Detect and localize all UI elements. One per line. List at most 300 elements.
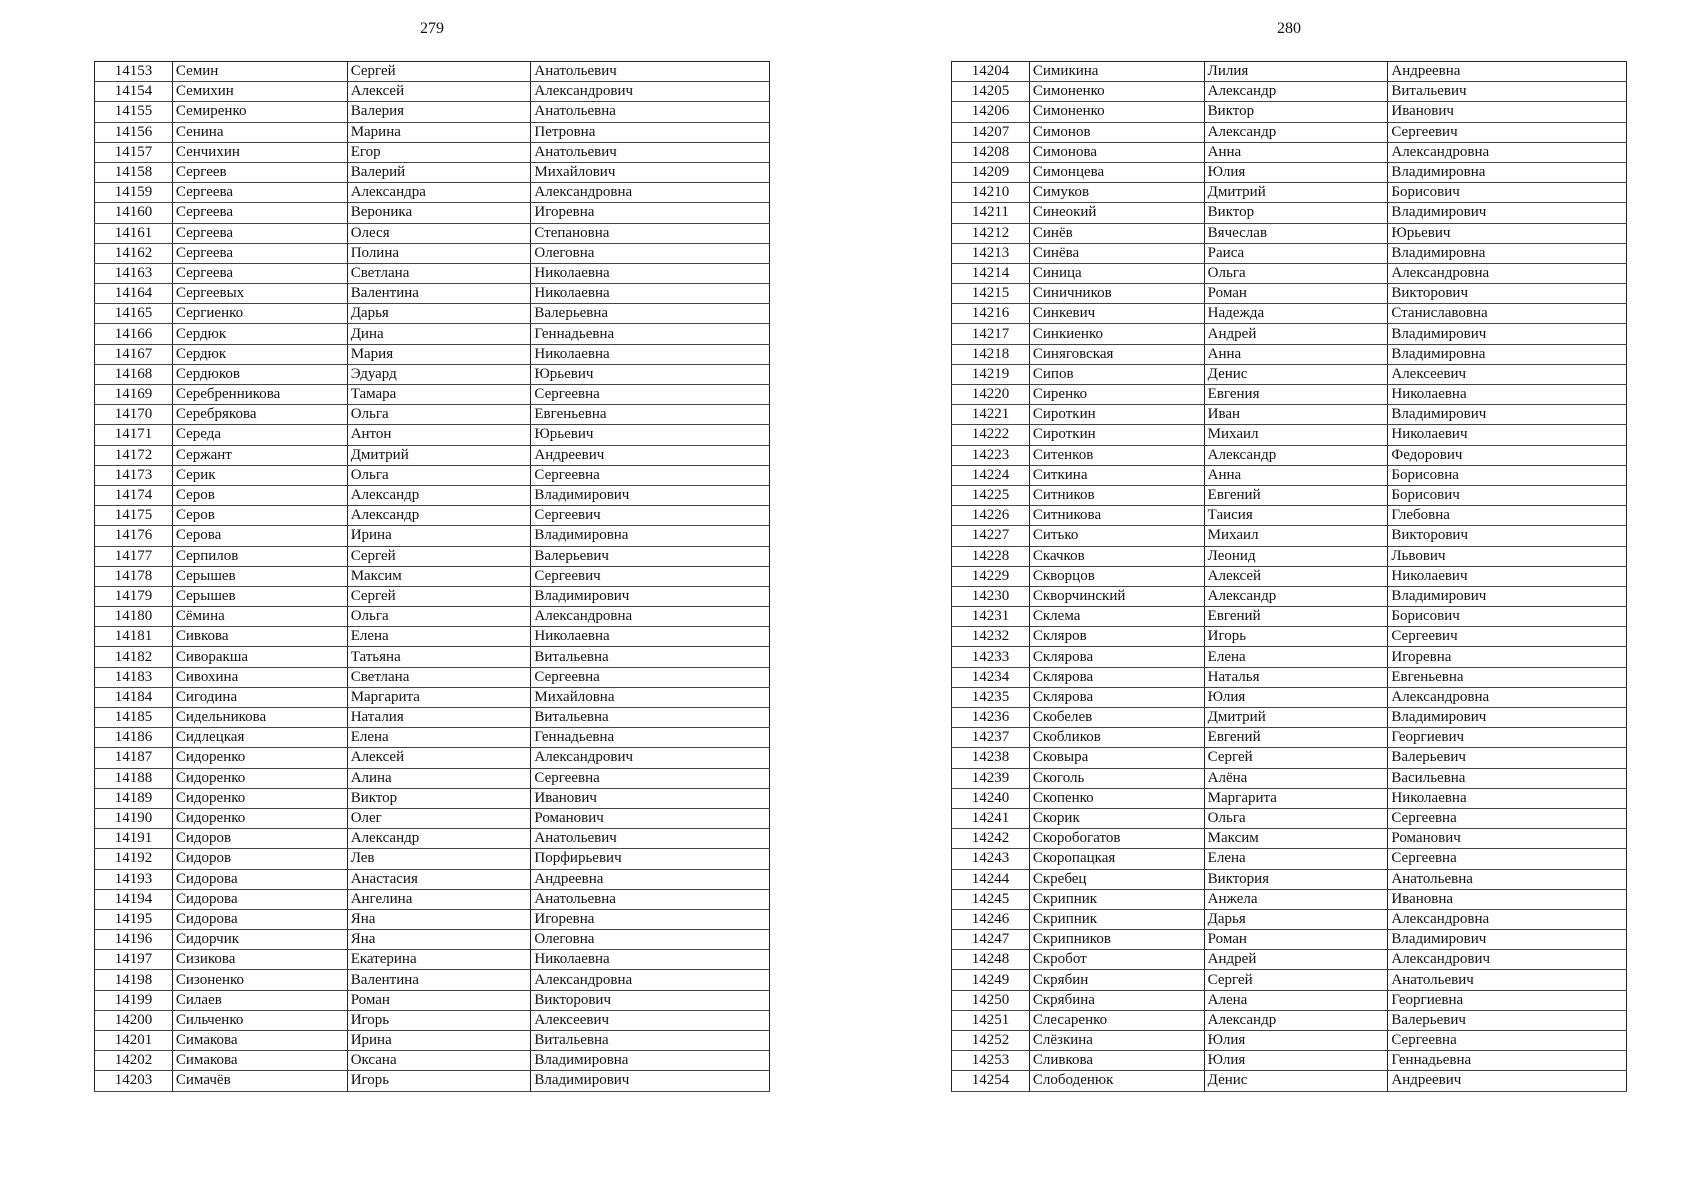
surname-cell: Скобелев — [1029, 708, 1204, 728]
surname-cell: Ситкина — [1029, 465, 1204, 485]
table-row — [952, 869, 1627, 889]
table-row — [952, 304, 1627, 324]
surname-cell: Серышев — [172, 586, 347, 606]
patronymic-cell: Валерьевич — [1388, 748, 1627, 768]
table-row — [95, 62, 770, 82]
given-name-cell: Дмитрий — [347, 445, 531, 465]
table-row — [95, 203, 770, 223]
row-number-cell: 14205 — [952, 82, 1030, 102]
table-row — [95, 909, 770, 929]
row-number-cell: 14213 — [952, 243, 1030, 263]
surname-cell: Симоненко — [1029, 82, 1204, 102]
given-name-cell: Светлана — [347, 263, 531, 283]
table-row — [952, 546, 1627, 566]
patronymic-cell: Юрьевич — [531, 364, 770, 384]
patronymic-cell: Анатольевич — [531, 829, 770, 849]
row-number-cell: 14174 — [95, 485, 173, 505]
table-row — [95, 183, 770, 203]
surname-cell: Середа — [172, 425, 347, 445]
patronymic-cell: Валерьевич — [531, 546, 770, 566]
row-number-cell: 14230 — [952, 586, 1030, 606]
patronymic-cell: Георгиевна — [1388, 990, 1627, 1010]
patronymic-cell: Сергеевна — [1388, 808, 1627, 828]
table-row — [952, 425, 1627, 445]
table-row — [95, 849, 770, 869]
table-row — [95, 627, 770, 647]
patronymic-cell: Владимирович — [1388, 324, 1627, 344]
patronymic-cell: Владимировна — [1388, 243, 1627, 263]
surname-cell: Сердюк — [172, 344, 347, 364]
patronymic-cell: Витальевна — [531, 708, 770, 728]
surname-cell: Синёв — [1029, 223, 1204, 243]
table-row — [95, 425, 770, 445]
given-name-cell: Елена — [347, 728, 531, 748]
given-name-cell: Александр — [1204, 82, 1388, 102]
row-number-cell: 14160 — [95, 203, 173, 223]
given-name-cell: Таисия — [1204, 506, 1388, 526]
patronymic-cell: Анатольевич — [531, 62, 770, 82]
row-number-cell: 14221 — [952, 405, 1030, 425]
surname-cell: Синеокий — [1029, 203, 1204, 223]
table-row — [95, 162, 770, 182]
table-row — [952, 82, 1627, 102]
table-row — [952, 465, 1627, 485]
given-name-cell: Ольга — [347, 405, 531, 425]
row-number-cell: 14233 — [952, 647, 1030, 667]
row-number-cell: 14254 — [952, 1071, 1030, 1091]
row-number-cell: 14206 — [952, 102, 1030, 122]
table-row — [95, 586, 770, 606]
given-name-cell: Маргарита — [1204, 788, 1388, 808]
given-name-cell: Елена — [347, 627, 531, 647]
surname-cell: Серпилов — [172, 546, 347, 566]
given-name-cell: Анна — [1204, 344, 1388, 364]
given-name-cell: Игорь — [1204, 627, 1388, 647]
table-row — [952, 405, 1627, 425]
patronymic-cell: Николаевна — [531, 284, 770, 304]
given-name-cell: Юлия — [1204, 687, 1388, 707]
given-name-cell: Яна — [347, 909, 531, 929]
row-number-cell: 14189 — [95, 788, 173, 808]
surname-cell: Сидельникова — [172, 708, 347, 728]
given-name-cell: Евгения — [1204, 385, 1388, 405]
table-row — [952, 586, 1627, 606]
table-row — [952, 768, 1627, 788]
surname-cell: Склярова — [1029, 667, 1204, 687]
page-number: 280 — [1277, 20, 1301, 37]
table-row — [952, 627, 1627, 647]
surname-cell: Сидорова — [172, 869, 347, 889]
given-name-cell: Ольга — [347, 607, 531, 627]
given-name-cell: Алексей — [1204, 566, 1388, 586]
surname-cell: Серова — [172, 526, 347, 546]
row-number-cell: 14176 — [95, 526, 173, 546]
surname-cell: Сергеева — [172, 263, 347, 283]
row-number-cell: 14223 — [952, 445, 1030, 465]
row-number-cell: 14194 — [95, 889, 173, 909]
surname-cell: Серов — [172, 506, 347, 526]
patronymic-cell: Николаевич — [1388, 425, 1627, 445]
surname-cell: Симонов — [1029, 122, 1204, 142]
given-name-cell: Лев — [347, 849, 531, 869]
surname-cell: Скробот — [1029, 950, 1204, 970]
table-row — [95, 243, 770, 263]
table-row — [952, 607, 1627, 627]
patronymic-cell: Федорович — [1388, 445, 1627, 465]
table-row — [952, 102, 1627, 122]
row-number-cell: 14219 — [952, 364, 1030, 384]
row-number-cell: 14179 — [95, 586, 173, 606]
row-number-cell: 14195 — [95, 909, 173, 929]
given-name-cell: Михаил — [1204, 526, 1388, 546]
row-number-cell: 14182 — [95, 647, 173, 667]
given-name-cell: Екатерина — [347, 950, 531, 970]
patronymic-cell: Валерьевна — [531, 304, 770, 324]
table-row — [952, 506, 1627, 526]
surname-cell: Сидоренко — [172, 768, 347, 788]
row-number-cell: 14186 — [95, 728, 173, 748]
given-name-cell: Татьяна — [347, 647, 531, 667]
surname-cell: Скачков — [1029, 546, 1204, 566]
row-number-cell: 14203 — [95, 1071, 173, 1091]
patronymic-cell: Анатольевна — [531, 102, 770, 122]
patronymic-cell: Витальевна — [531, 1031, 770, 1051]
given-name-cell: Алена — [1204, 990, 1388, 1010]
table-row — [95, 607, 770, 627]
given-name-cell: Андрей — [1204, 950, 1388, 970]
table-row — [952, 142, 1627, 162]
table-row — [952, 647, 1627, 667]
table-row — [95, 1051, 770, 1071]
patronymic-cell: Сергеевич — [1388, 627, 1627, 647]
table-row — [952, 566, 1627, 586]
surname-cell: Симонцева — [1029, 162, 1204, 182]
surname-cell: Склярова — [1029, 647, 1204, 667]
row-number-cell: 14165 — [95, 304, 173, 324]
row-number-cell: 14199 — [95, 990, 173, 1010]
given-name-cell: Сергей — [347, 586, 531, 606]
row-number-cell: 14226 — [952, 506, 1030, 526]
patronymic-cell: Андреевич — [531, 445, 770, 465]
surname-cell: Ситенков — [1029, 445, 1204, 465]
surname-cell: Сенина — [172, 122, 347, 142]
surname-cell: Скоропацкая — [1029, 849, 1204, 869]
right-page — [951, 0, 1627, 1200]
surname-cell: Сенчихин — [172, 142, 347, 162]
surname-cell: Склярова — [1029, 687, 1204, 707]
surname-cell: Сидлецкая — [172, 728, 347, 748]
surname-cell: Серик — [172, 465, 347, 485]
patronymic-cell: Александрович — [531, 82, 770, 102]
table-row — [952, 990, 1627, 1010]
surname-cell: Сержант — [172, 445, 347, 465]
given-name-cell: Игорь — [347, 1010, 531, 1030]
surname-cell: Скорик — [1029, 808, 1204, 828]
row-number-cell: 14216 — [952, 304, 1030, 324]
patronymic-cell: Олеговна — [531, 243, 770, 263]
table-row — [95, 405, 770, 425]
table-row — [95, 1071, 770, 1091]
row-number-cell: 14162 — [95, 243, 173, 263]
surname-cell: Скопенко — [1029, 788, 1204, 808]
table-row — [95, 748, 770, 768]
patronymic-cell: Андреевна — [531, 869, 770, 889]
patronymic-cell: Алексеевич — [531, 1010, 770, 1030]
row-number-cell: 14248 — [952, 950, 1030, 970]
patronymic-cell: Александровна — [531, 183, 770, 203]
surname-cell: Симакова — [172, 1031, 347, 1051]
row-number-cell: 14237 — [952, 728, 1030, 748]
patronymic-cell: Анатольевич — [1388, 970, 1627, 990]
surname-cell: Скворчинский — [1029, 586, 1204, 606]
table-row — [952, 1031, 1627, 1051]
row-number-cell: 14197 — [95, 950, 173, 970]
table-row — [95, 324, 770, 344]
table-row — [95, 808, 770, 828]
table-row — [952, 385, 1627, 405]
table-row — [952, 183, 1627, 203]
given-name-cell: Александр — [1204, 586, 1388, 606]
name-register-table — [94, 61, 770, 1092]
given-name-cell: Игорь — [347, 1071, 531, 1091]
patronymic-cell: Владимирович — [1388, 930, 1627, 950]
row-number-cell: 14185 — [95, 708, 173, 728]
surname-cell: Синёва — [1029, 243, 1204, 263]
patronymic-cell: Игоревна — [1388, 647, 1627, 667]
given-name-cell: Вероника — [347, 203, 531, 223]
patronymic-cell: Александрович — [1388, 950, 1627, 970]
patronymic-cell: Александровна — [531, 607, 770, 627]
table-row — [952, 1051, 1627, 1071]
given-name-cell: Надежда — [1204, 304, 1388, 324]
surname-cell: Скоголь — [1029, 768, 1204, 788]
table-row — [952, 889, 1627, 909]
row-number-cell: 14163 — [95, 263, 173, 283]
row-number-cell: 14232 — [952, 627, 1030, 647]
table-row — [95, 546, 770, 566]
given-name-cell: Елена — [1204, 647, 1388, 667]
given-name-cell: Александр — [347, 829, 531, 849]
row-number-cell: 14193 — [95, 869, 173, 889]
patronymic-cell: Владимирович — [1388, 203, 1627, 223]
patronymic-cell: Викторович — [1388, 526, 1627, 546]
surname-cell: Симикина — [1029, 62, 1204, 82]
given-name-cell: Ирина — [347, 526, 531, 546]
surname-cell: Сидоренко — [172, 808, 347, 828]
table-row — [95, 566, 770, 586]
surname-cell: Семин — [172, 62, 347, 82]
patronymic-cell: Александровна — [1388, 263, 1627, 283]
patronymic-cell: Иванович — [1388, 102, 1627, 122]
given-name-cell: Яна — [347, 930, 531, 950]
surname-cell: Семихин — [172, 82, 347, 102]
table-row — [95, 284, 770, 304]
given-name-cell: Вячеслав — [1204, 223, 1388, 243]
surname-cell: Скребец — [1029, 869, 1204, 889]
given-name-cell: Дмитрий — [1204, 183, 1388, 203]
patronymic-cell: Евгеньевна — [531, 405, 770, 425]
surname-cell: Сиренко — [1029, 385, 1204, 405]
given-name-cell: Полина — [347, 243, 531, 263]
surname-cell: Сидорова — [172, 889, 347, 909]
row-number-cell: 14238 — [952, 748, 1030, 768]
given-name-cell: Михаил — [1204, 425, 1388, 445]
given-name-cell: Александр — [347, 506, 531, 526]
given-name-cell: Сергей — [347, 62, 531, 82]
row-number-cell: 14239 — [952, 768, 1030, 788]
row-number-cell: 14157 — [95, 142, 173, 162]
surname-cell: Сливкова — [1029, 1051, 1204, 1071]
given-name-cell: Виктор — [1204, 203, 1388, 223]
row-number-cell: 14170 — [95, 405, 173, 425]
patronymic-cell: Игоревна — [531, 909, 770, 929]
patronymic-cell: Романович — [531, 808, 770, 828]
patronymic-cell: Сергеевич — [1388, 122, 1627, 142]
given-name-cell: Ольга — [1204, 263, 1388, 283]
table-row — [952, 122, 1627, 142]
surname-cell: Серебрякова — [172, 405, 347, 425]
row-number-cell: 14252 — [952, 1031, 1030, 1051]
table-row — [95, 768, 770, 788]
row-number-cell: 14246 — [952, 909, 1030, 929]
surname-cell: Синичников — [1029, 284, 1204, 304]
given-name-cell: Максим — [1204, 829, 1388, 849]
patronymic-cell: Юрьевич — [531, 425, 770, 445]
row-number-cell: 14215 — [952, 284, 1030, 304]
row-number-cell: 14171 — [95, 425, 173, 445]
row-number-cell: 14192 — [95, 849, 173, 869]
surname-cell: Сердюков — [172, 364, 347, 384]
name-register-table — [951, 61, 1627, 1092]
table-row — [95, 304, 770, 324]
row-number-cell: 14155 — [95, 102, 173, 122]
table-row — [952, 364, 1627, 384]
patronymic-cell: Викторович — [531, 990, 770, 1010]
row-number-cell: 14222 — [952, 425, 1030, 445]
table-row — [95, 485, 770, 505]
row-number-cell: 14200 — [95, 1010, 173, 1030]
surname-cell: Синкевич — [1029, 304, 1204, 324]
table-row — [952, 445, 1627, 465]
table-row — [952, 970, 1627, 990]
surname-cell: Сергеева — [172, 203, 347, 223]
surname-cell: Скоробогатов — [1029, 829, 1204, 849]
table-row — [952, 223, 1627, 243]
given-name-cell: Тамара — [347, 385, 531, 405]
given-name-cell: Роман — [347, 990, 531, 1010]
surname-cell: Сергеева — [172, 243, 347, 263]
patronymic-cell: Степановна — [531, 223, 770, 243]
row-number-cell: 14187 — [95, 748, 173, 768]
row-number-cell: 14168 — [95, 364, 173, 384]
surname-cell: Сильченко — [172, 1010, 347, 1030]
patronymic-cell: Алексеевич — [1388, 364, 1627, 384]
patronymic-cell: Сергеевна — [531, 768, 770, 788]
row-number-cell: 14245 — [952, 889, 1030, 909]
surname-cell: Сипов — [1029, 364, 1204, 384]
table-row — [952, 1071, 1627, 1091]
surname-cell: Ситько — [1029, 526, 1204, 546]
patronymic-cell: Сергеевич — [531, 506, 770, 526]
given-name-cell: Валерия — [347, 102, 531, 122]
patronymic-cell: Станиславовна — [1388, 304, 1627, 324]
surname-cell: Скобликов — [1029, 728, 1204, 748]
table-row — [952, 849, 1627, 869]
patronymic-cell: Николаевна — [1388, 788, 1627, 808]
given-name-cell: Анжела — [1204, 889, 1388, 909]
row-number-cell: 14204 — [952, 62, 1030, 82]
table-row — [95, 385, 770, 405]
table-row — [95, 990, 770, 1010]
row-number-cell: 14190 — [95, 808, 173, 828]
given-name-cell: Денис — [1204, 1071, 1388, 1091]
patronymic-cell: Владимирович — [531, 1071, 770, 1091]
row-number-cell: 14188 — [95, 768, 173, 788]
patronymic-cell: Витальевна — [531, 647, 770, 667]
given-name-cell: Андрей — [1204, 324, 1388, 344]
surname-cell: Сёмина — [172, 607, 347, 627]
row-number-cell: 14169 — [95, 385, 173, 405]
surname-cell: Скрипник — [1029, 909, 1204, 929]
row-number-cell: 14253 — [952, 1051, 1030, 1071]
patronymic-cell: Викторович — [1388, 284, 1627, 304]
given-name-cell: Дарья — [347, 304, 531, 324]
table-row — [95, 526, 770, 546]
given-name-cell: Раиса — [1204, 243, 1388, 263]
surname-cell: Сергеевых — [172, 284, 347, 304]
row-number-cell: 14220 — [952, 385, 1030, 405]
table-row — [95, 263, 770, 283]
row-number-cell: 14172 — [95, 445, 173, 465]
surname-cell: Сигодина — [172, 687, 347, 707]
table-row — [95, 223, 770, 243]
table-row — [952, 284, 1627, 304]
given-name-cell: Анна — [1204, 142, 1388, 162]
row-number-cell: 14181 — [95, 627, 173, 647]
table-row — [952, 748, 1627, 768]
given-name-cell: Юлия — [1204, 162, 1388, 182]
given-name-cell: Виктор — [1204, 102, 1388, 122]
table-row — [95, 647, 770, 667]
given-name-cell: Дарья — [1204, 909, 1388, 929]
given-name-cell: Иван — [1204, 405, 1388, 425]
given-name-cell: Юлия — [1204, 1051, 1388, 1071]
patronymic-cell: Сергеевич — [531, 566, 770, 586]
patronymic-cell: Витальевич — [1388, 82, 1627, 102]
row-number-cell: 14218 — [952, 344, 1030, 364]
given-name-cell: Маргарита — [347, 687, 531, 707]
surname-cell: Скрябин — [1029, 970, 1204, 990]
row-number-cell: 14225 — [952, 485, 1030, 505]
patronymic-cell: Владимировна — [1388, 344, 1627, 364]
surname-cell: Сердюк — [172, 324, 347, 344]
surname-cell: Сергеев — [172, 162, 347, 182]
patronymic-cell: Владимирович — [1388, 586, 1627, 606]
patronymic-cell: Владимировна — [531, 1051, 770, 1071]
table-row — [95, 829, 770, 849]
patronymic-cell: Владимировна — [531, 526, 770, 546]
patronymic-cell: Олеговна — [531, 930, 770, 950]
row-number-cell: 14209 — [952, 162, 1030, 182]
table-row — [95, 364, 770, 384]
table-row — [95, 708, 770, 728]
row-number-cell: 14156 — [95, 122, 173, 142]
given-name-cell: Олег — [347, 808, 531, 828]
given-name-cell: Роман — [1204, 284, 1388, 304]
patronymic-cell: Геннадьевна — [531, 728, 770, 748]
surname-cell: Сидорова — [172, 909, 347, 929]
given-name-cell: Денис — [1204, 364, 1388, 384]
